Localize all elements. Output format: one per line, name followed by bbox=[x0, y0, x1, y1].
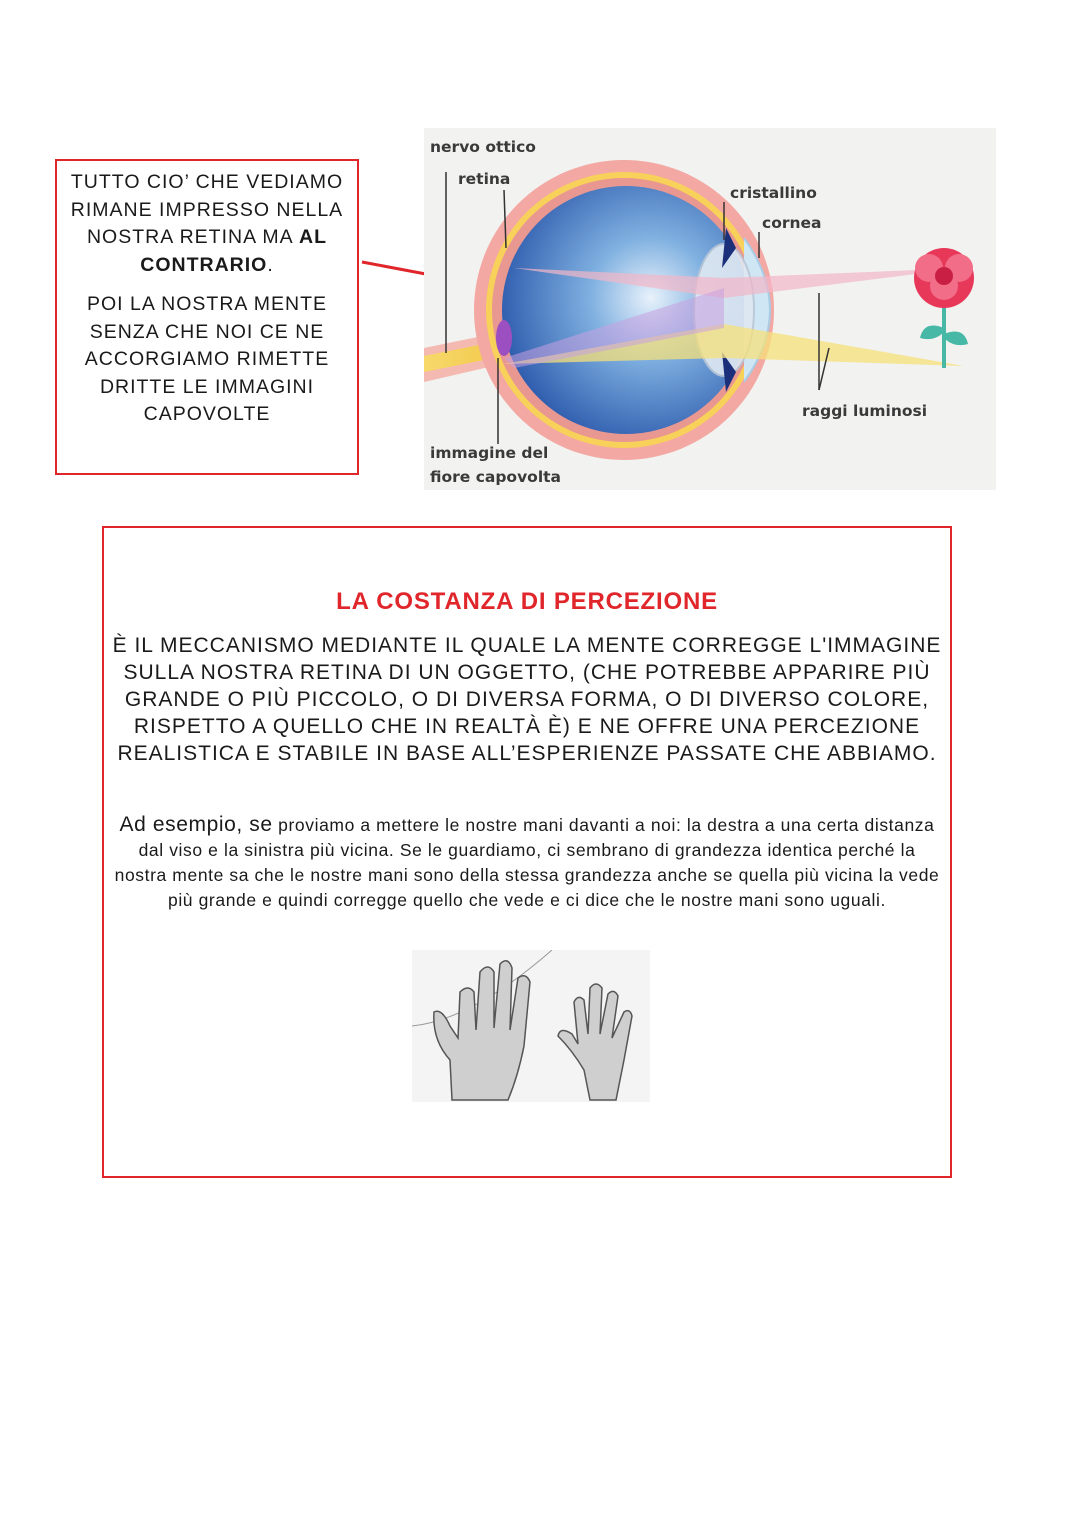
label-optic-nerve: nervo ottico bbox=[430, 138, 536, 156]
label-cornea: cornea bbox=[762, 214, 822, 232]
note-paragraph-2: POI LA NOSTRA MENTE SENZA CHE NOI CE NE ACCORGIAMO RIMETTE DRITTE LE IMMAGINI CAPOVOLTE bbox=[84, 293, 330, 425]
note-text-bold: AL CONTRARIO bbox=[140, 226, 328, 276]
label-inverted-image-1: immagine del bbox=[430, 444, 549, 462]
perception-box bbox=[102, 526, 952, 1178]
note-paragraph-1 bbox=[57, 169, 357, 279]
example-paragraph bbox=[112, 812, 942, 913]
note-box bbox=[55, 159, 359, 475]
inverted-flower bbox=[496, 320, 512, 356]
example-lead: Ad esempio, se bbox=[119, 813, 273, 836]
note-text-1: TUTTO CIO’ CHE VEDIAMO RIMANE IMPRESSO NELLA NOSTRA RETINA MA bbox=[70, 171, 344, 248]
example-body: proviamo a mettere le nostre mani davanti a noi: la destra a una certa distanza dal viso e la sinistra più vicina. Se le guardiamo, ci sembrano di grandezza identica perché la nostra mente sa che le nostre mani sono della stessa grandezza anche se quella più vicina la vede più grande e quindi corregge quello che vede e ci dice che le nostre mani sono uguali. bbox=[114, 815, 940, 910]
label-inverted-image-2: fiore capovolta bbox=[430, 468, 562, 486]
eye-diagram bbox=[424, 128, 996, 490]
note-text-1-end: . bbox=[267, 253, 274, 276]
hands-illustration bbox=[412, 950, 650, 1102]
definition-text: È IL MECCANISMO MEDIANTE IL QUALE LA MENTE CORREGGE L'IMMAGINE SULLA NOSTRA RETINA DI UN OGGETTO, (CHE POTREBBE APPARIRE PIÙ GRANDE O PIÙ PICCOLO, O DI DIVERSA FORMA, O DI DIVERSO COLORE, RISPETTO A QUELLO CHE IN REALTÀ È) E NE OFFRE UNA PERCEZIONE REALISTICA E STABILE IN BASE ALL’ESPERIENZE PASSATE CHE ABBIAMO. bbox=[112, 634, 942, 765]
section-title: LA COSTANZA DI PERCEZIONE bbox=[336, 588, 718, 615]
label-light-rays: raggi luminosi bbox=[802, 402, 928, 420]
label-lens: cristallino bbox=[730, 184, 817, 202]
label-retina: retina bbox=[458, 170, 511, 188]
